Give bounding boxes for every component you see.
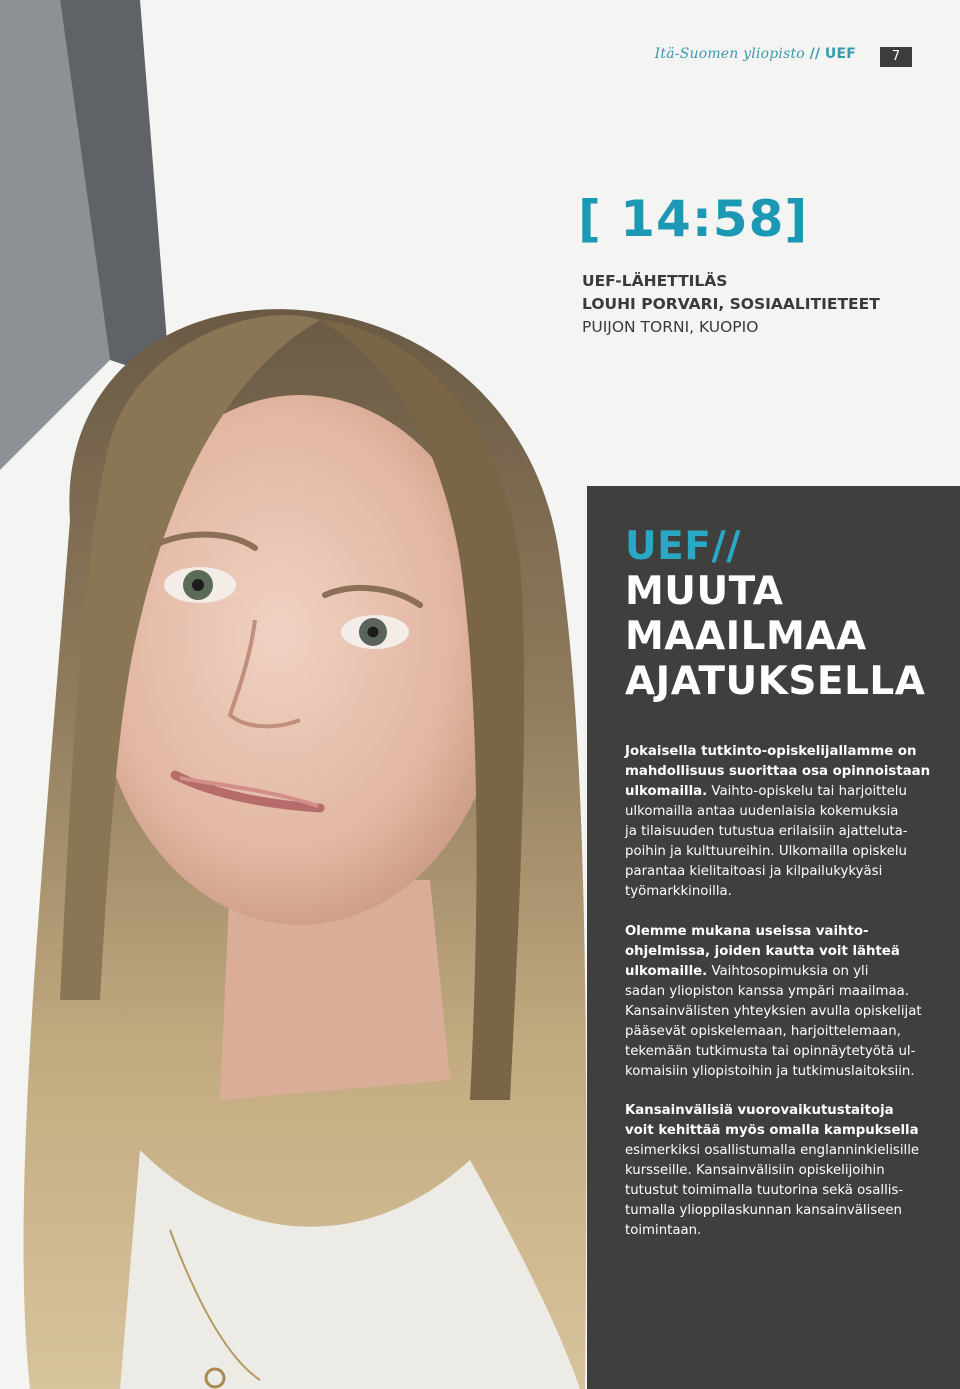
paragraph-line: tekemään tutkimusta tai opinnäytetyötä ul-: [625, 1044, 916, 1059]
article-headline: [625, 524, 925, 704]
paragraph-line: Kansainvälisten yhteyksien avulla opiskelijat: [625, 1004, 922, 1019]
running-header: [655, 46, 856, 62]
paragraph-line: työmarkkinoilla.: [625, 884, 732, 899]
paragraph-line: parantaa kielitaitoasi ja kilpailukykyäsi: [625, 864, 883, 879]
paragraph-text: Vaihtosopimuksia on yli: [707, 964, 869, 979]
paragraph-3: [625, 1101, 925, 1241]
profile-location: PUIJON TORNI, KUOPIO: [582, 318, 759, 336]
paragraph-line: sadan yliopiston kanssa ympäri maailmaa.: [625, 984, 909, 999]
header-separator: //: [809, 46, 821, 62]
paragraph-line: tumalla ylioppilaskunnan kansainväliseen: [625, 1203, 902, 1218]
paragraph-lead: ulkomaille.: [625, 964, 708, 979]
page-number: 7: [880, 47, 912, 67]
headline-line: AJATUKSELLA: [625, 659, 926, 704]
headline-line: MUUTA: [625, 569, 784, 614]
paragraph-line: ohjelmissa, joiden kautta voit lähteä: [625, 944, 900, 959]
paragraph-line: Jokaisella tutkinto-opiskelijallamme on: [625, 744, 917, 759]
paragraph-line: ja tilaisuuden tutustua erilaisiin ajatteluta-: [625, 824, 908, 839]
paragraph-line: kursseille. Kansainvälisiin opiskelijoihin: [625, 1163, 885, 1178]
paragraph-line: Kansainvälisiä vuorovaikutustaitoja: [625, 1103, 894, 1118]
paragraph-line: komaisiin yliopistoihin ja tutkimuslaitoksiin.: [625, 1064, 915, 1079]
headline-accent: UEF//: [625, 524, 741, 569]
paragraph-2: [625, 922, 925, 1082]
university-abbr: UEF: [824, 46, 856, 62]
paragraph-lead: ulkomailla.: [625, 784, 708, 799]
time-stamp: [ 14:58]: [578, 190, 809, 248]
paragraph-line: ulkomailla antaa uudenlaisia kokemuksia: [625, 804, 899, 819]
profile-name: LOUHI PORVARI, SOSIAALITIETEET: [582, 295, 880, 313]
headline-line: MAAILMAA: [625, 614, 867, 659]
paragraph-line: esimerkiksi osallistumalla englanninkielisille: [625, 1143, 920, 1158]
paragraph-1: [625, 742, 931, 902]
paragraph-line: mahdollisuus suorittaa osa opinnoistaan: [625, 764, 931, 779]
paragraph-line: Olemme mukana useissa vaihto-: [625, 924, 869, 939]
paragraph-line: pääsevät opiskelemaan, harjoittelemaan,: [625, 1024, 901, 1039]
profile-meta: [582, 270, 880, 339]
profile-role: UEF-LÄHETTILÄS: [582, 272, 728, 290]
paragraph-line: poihin ja kulttuureihin. Ulkomailla opiskelu: [625, 844, 907, 859]
paragraph-line: voit kehittää myös omalla kampuksella: [625, 1123, 919, 1138]
university-name: Itä-Suomen yliopisto: [654, 46, 805, 62]
paragraph-text: Vaihto-opiskelu tai harjoittelu: [707, 784, 907, 799]
paragraph-line: toimintaan.: [625, 1223, 702, 1238]
paragraph-line: tutustut toimimalla tuutorina sekä osallis-: [625, 1183, 904, 1198]
